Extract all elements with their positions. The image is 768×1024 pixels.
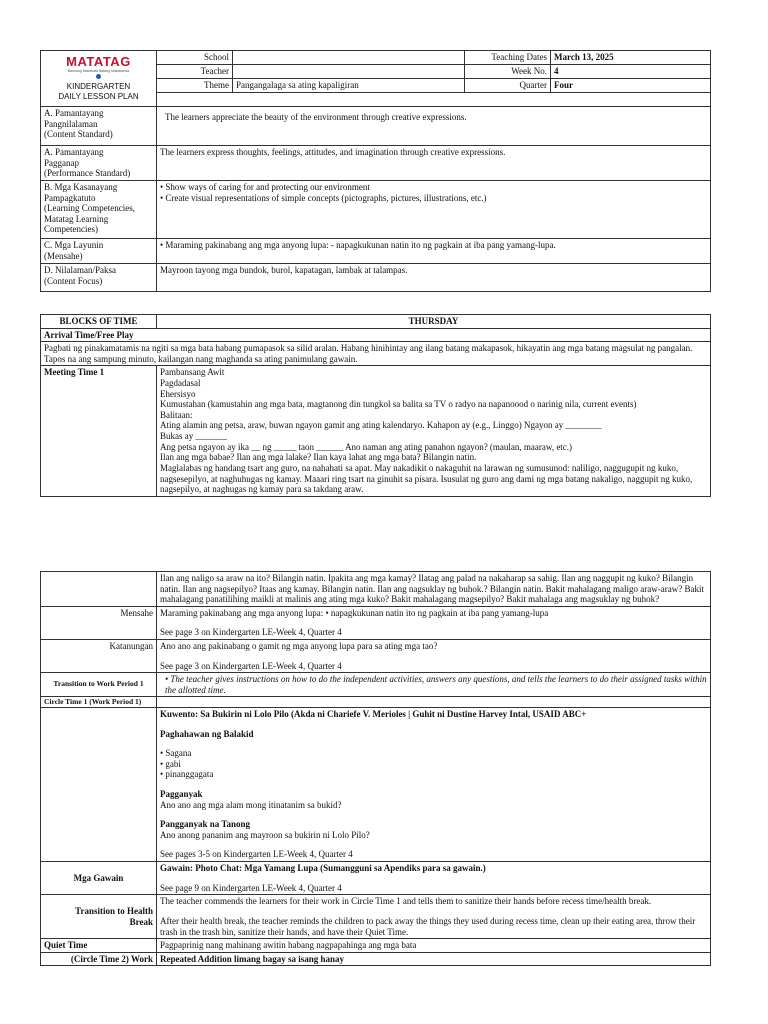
quiet-time-text: Pagpaprinig nang mahinang awitin habang nagpapahinga ang mga bata — [157, 939, 711, 953]
content-standard-value: The learners appreciate the beauty of the environment through creative expressions. — [157, 107, 711, 146]
transition-work-period-text: • The teacher gives instructions on how to do the independent activities, answers any questions, and tells the learners to do their assigned tasks within the allotted time. — [157, 673, 711, 697]
thursday-header: THURSDAY — [157, 315, 711, 329]
transition-health-break-content: The teacher commends the learners for their work in Circle Time 1 and tells them to sanitize their hands before recess time/health break. After their health break, the teacher reminds the children to pack away the things they used during recess time, clean up their eating area, throw their trash in the trash bin, sanitize their hands, and have their Quiet Time. — [157, 895, 711, 939]
learning-competencies-value: • Show ways of caring for and protecting our environment • Create visual representations of simple concepts (pictographs, pictures, illustrations, etc.) — [157, 181, 711, 239]
quarter-value: Four — [551, 79, 711, 93]
quiet-time-label: Quiet Time — [41, 939, 157, 953]
objectives-label: C. Mga Layunin (Mensahe) — [41, 239, 157, 264]
performance-standard-value: The learners express thoughts, feelings, attitudes, and imagination through creative expressions. — [157, 146, 711, 181]
content-focus-label: D. Nilalaman/Paksa (Content Focus) — [41, 264, 157, 292]
logo-cell — [41, 51, 157, 107]
circle-time-2-text: Repeated Addition limang bagay sa isang hanay — [157, 952, 711, 966]
teacher-value — [233, 65, 465, 79]
circle-time-1-label: Circle Time 1 (Work Period 1) — [41, 697, 157, 708]
mensahe-content: Maraming pakinabang ang mga anyong lupa: • napagkukunan natin ito ng pagkain at iba pang yamang-lupa See page 3 on Kindergarten LE-Week 4, Quarter 4 — [157, 606, 711, 639]
meeting-time-label: Meeting Time 1 — [41, 366, 157, 496]
week-value: 4 — [551, 65, 711, 79]
mga-gawain-label: Mga Gawain — [41, 862, 157, 895]
arrival-label: Arrival Time/Free Play — [41, 328, 711, 342]
mensahe-label: Mensahe — [41, 606, 157, 639]
standards-table — [40, 106, 711, 292]
arrival-text: Pagbati ng pinakamatamis na ngiti sa mga bata habang pumapasok sa silid aralan. Habang hinihintay ang ilang batang makapasok, hikayatin ang mga batang magsulat ng pangalan. Tapos na ang sampung minuto, kailangan nang maghanda sa ating panimulang gawain. — [41, 342, 711, 366]
meeting-continued-text: Ilan ang naligo sa araw na ito? Bilangin natin. Ipakita ang mga kamay? Ilatag ang palad na nakaharap sa sahig. Ilan ang naggupit ng kuko? Bilangin natin. Ilan ang nagsepilyo? Itaas ang kamay. Bilangin natin. Ilan ang nagsuklay ng buhok.? Bilangin natin. Bakit mahalagang maligo araw-araw? Bakit mahalagang panatilihing maikli at malinis ang ating mga kuko? Bakit mahalagang magsepilyo? Bakit mahalaga ang magsuklay ng buhok? — [157, 572, 711, 607]
transition-work-period-label: Transition to Work Period 1 — [41, 673, 157, 697]
logo-tagline: Bansang Makabata Batang Makabansa — [67, 69, 130, 73]
week-label: Week No. — [465, 65, 551, 79]
content-standard-label: A. Pamantayang Pangnilalaman (Content Standard) — [41, 107, 157, 146]
mga-gawain-content: Gawain: Photo Chat: Mga Yamang Lupa (Sumangguni sa Apendiks para sa gawain.) See page 9 on Kindergarten LE-Week 4, Quarter 4 — [157, 862, 711, 895]
performance-standard-label: A. Pamantayang Pagganap (Performance Standard) — [41, 146, 157, 181]
teaching-dates-value: March 13, 2025 — [551, 51, 711, 65]
learning-competencies-label: B. Mga Kasanayang Pampagkatuto (Learning Competencies, Matatag Learning Competencies) — [41, 181, 157, 239]
objectives-value: • Maraming pakinabang ang mga anyong lupa: - napagkukunan natin ito ng pagkain at iba pang yamang-lupa. — [157, 239, 711, 264]
katanungan-label: Katanungan — [41, 640, 157, 673]
matatag-logo: MATATAG — [66, 54, 131, 69]
transition-health-break-label: Transition to Health Break — [41, 895, 157, 939]
activities-table — [40, 571, 711, 966]
plan-title: KINDERGARTEN DAILY LESSON PLAN — [58, 81, 139, 102]
meeting-time-content: Pambansang Awit Pagdadasal Ehersisyo Kumustahan (kamustahin ang mga bata, magtanong din tungkol sa balita sa TV o radyo na napanoood o narinig nila, current events) Balitaan: Ating alamin ang petsa, araw, buwan ngayon gamit ang ating kalendaryo. Kahapon ay (e.g., Linggo) Ngayon ay ________ Bukas ay _______ Ang petsa ngayon ay ika __ ng _____ taon ______ Ano naman ang ating panahon ngayon? (maulan, maaraw, etc.) Ilan ang mga babae? Ilan ang mga lalake? Ilan kaya lahat ang mga bata? Bilangin natin. Maglalabas ng handang tsart ang guro, na nahahati sa apat. May nakadikit o nakaguhit na larawan ng sumusunod: naliligo, naggugupit ng kuko, nagsesepilyo, at naghuhugas ng kamay. Maaari ring tsart na ginuhit sa pisara. Isusulat ng guro ang dami ng mga batang nakaligo, naggupit ng kuko, nagsepilyo, at naghugas ng kamay para sa takdang araw. — [157, 366, 711, 496]
blocks-of-time-header: BLOCKS OF TIME — [41, 315, 157, 329]
content-focus-value: Mayroon tayong mga bundok, burol, kapatagan, lambak at talampas. — [157, 264, 711, 292]
circle-time-1-content: Kuwento: Sa Bukirin ni Lolo Pilo (Akda ni Chariefe V. Merioles | Guhit ni Dustine Harvey Intal, USAID ABC+ Paghahawan ng Balakid • Sagana • gabi • pinanggagata Pagganyak Ano ano ang mga alam mong itinatanim sa bukid? Pangganyak na Tanong Ano anong pananim ang mayroon sa bukirin ni Lolo Pilo? See pages 3-5 on Kindergarten LE-Week 4, Quarter 4 — [157, 707, 711, 861]
teaching-dates-label: Teaching Dates — [465, 51, 551, 65]
lesson-plan-header-table — [40, 50, 711, 107]
quarter-label: Quarter — [465, 79, 551, 93]
seal-icon — [96, 74, 101, 79]
school-label: School — [157, 51, 233, 65]
teacher-label: Teacher — [157, 65, 233, 79]
school-value — [233, 51, 465, 65]
schedule-table — [40, 314, 711, 497]
theme-label: Theme — [157, 79, 233, 93]
circle-time-2-label: (Circle Time 2) Work — [41, 952, 157, 966]
theme-value: Pangangalaga sa ating kapaligiran — [233, 79, 465, 93]
katanungan-content: Ano ano ang pakinabang o gamit ng mga anyong lupa para sa ating mga tao? See page 3 on Kindergarten LE-Week 4, Quarter 4 — [157, 640, 711, 673]
